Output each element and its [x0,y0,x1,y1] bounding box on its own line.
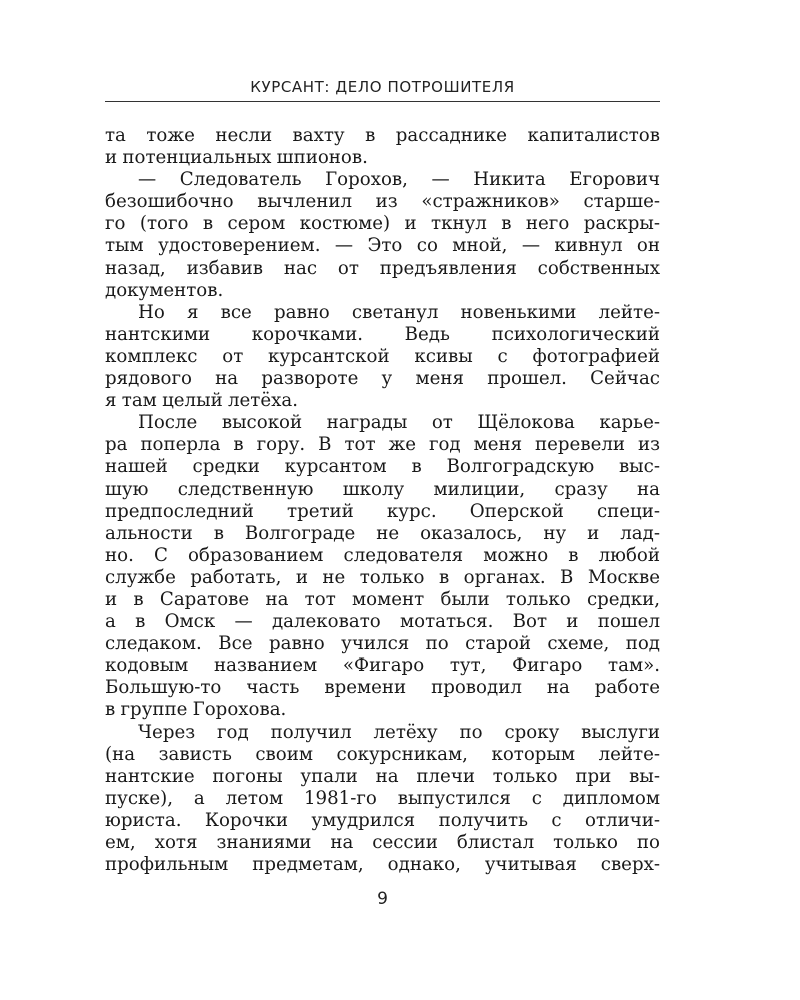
text-line: комплекс от курсантской ксивы с фотографией [105,345,660,367]
text-line: а в Омск — далековато мотаться. Вот и пошел [105,611,660,633]
text-line: документов. [105,279,224,301]
text-line: После высокой награды от Щёлокова карье- [138,412,660,434]
text-line: Через год получил летёху по сроку выслуги [138,721,660,743]
text-line: нантские погоны упали на плечи только при вы- [105,765,660,787]
text-line: альности в Волгограде не оказалось, ну и лад- [105,522,660,544]
text-line: юриста. Корочки умудрился получить с отличи- [105,809,660,831]
text-line: нашей средки курсантом в Волгоградскую выс- [105,456,660,478]
text-line: пуске), а летом 1981-го выпустился с дипломом [105,787,660,809]
text-line: та тоже несли вахту в рассаднике капиталистов [105,125,660,146]
text-line: (на зависть своим сокурсникам, которым лейте- [105,743,660,765]
text-line: и в Саратове на тот момент были только средки, [105,588,660,610]
text-line: рядового на развороте у меня прошел. Сейчас [105,368,660,390]
text-line: шую следственную школу милиции, сразу на [105,478,660,500]
text-line: предпоследний третий курс. Оперской специ- [105,500,660,522]
text-line: го (того в сером костюме) и ткнул в него раскры- [105,213,660,235]
text-line: Но я все равно светанул новенькими лейте- [138,301,660,323]
text-line: но. С образованием следователя можно в любой [105,544,660,566]
running-head: КУРСАНТ: ДЕЛО ПОТРОШИТЕЛЯ [250,78,515,96]
header-rule [105,101,660,102]
text-line: нантскими корочками. Ведь психологический [105,323,660,345]
text-line: в группе Горохова. [105,699,287,721]
text-line: кодовым названием «Фигаро тут, Фигаро там». [105,655,660,677]
page-number: 9 [377,889,388,909]
text-line: — Следователь Горохов, — Никита Егорович [138,169,660,191]
text-line: я там целый летёха. [105,390,299,412]
text-line: профильным предметам, однако, учитывая сверх- [105,854,660,876]
text-line: безошибочно вычленил из «стражников» старше- [105,191,660,213]
text-line: службе работать, и не только в органах. В Москве [105,566,660,588]
body-text [105,125,660,876]
text-line: и потенциальных шпионов. [105,147,368,169]
text-line: Большую-то часть времени проводил на работе [105,677,660,699]
text-line: тым удостоверением. — Это со мной, — кивнул он [105,235,660,257]
text-line: назад, избавив нас от предъявления собственных [105,257,660,279]
text-line: следаком. Все равно учился по старой схеме, под [105,633,660,655]
text-line: ра поперла в гору. В тот же год меня перевели из [105,434,660,456]
text-line: ем, хотя знаниями на сессии блистал только по [105,832,660,853]
